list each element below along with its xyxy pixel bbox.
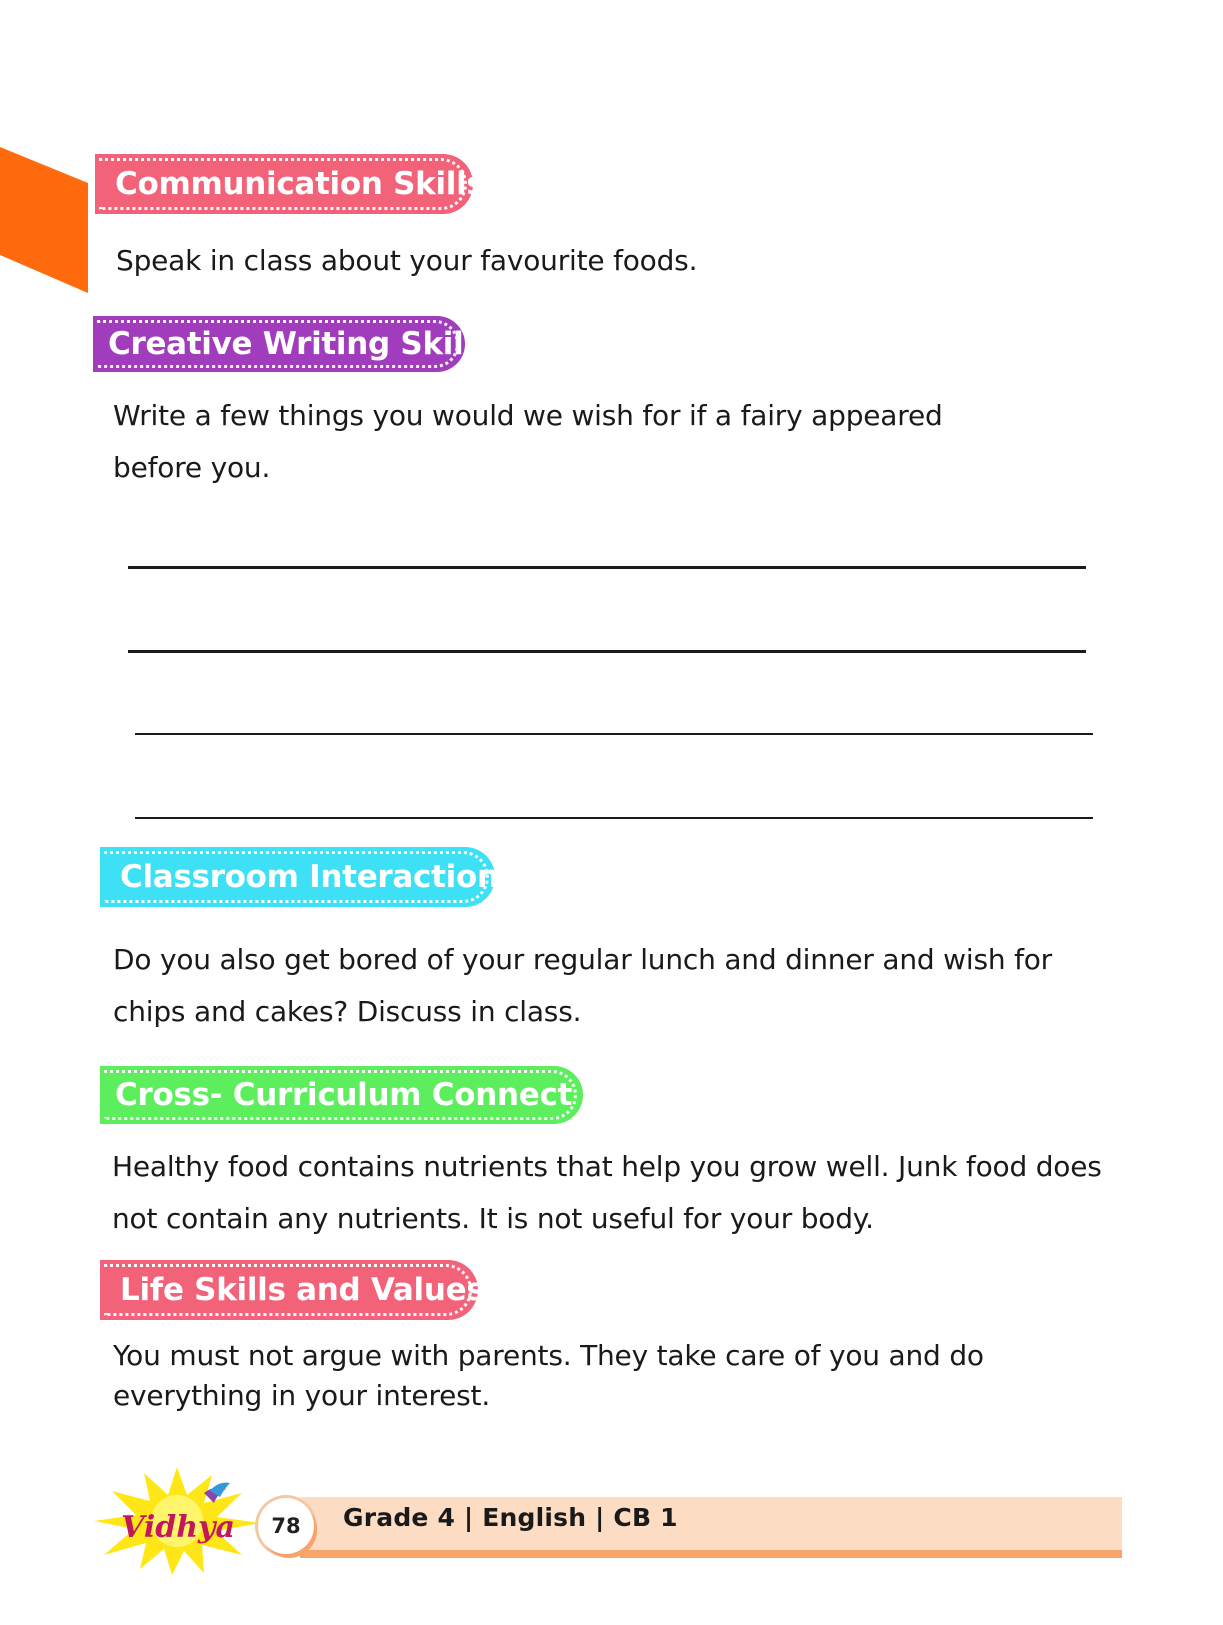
page-number: 78 xyxy=(258,1498,314,1554)
section-heading-cross-curriculum xyxy=(100,1066,583,1124)
writing-line-4[interactable] xyxy=(135,817,1093,819)
footer-subject: English xyxy=(482,1503,587,1532)
footer-book: CB 1 xyxy=(613,1503,678,1532)
heading-text: Life Skills and Values xyxy=(120,1272,485,1308)
logo-text: Vidhya xyxy=(121,1510,235,1545)
footer-separator: | xyxy=(463,1503,474,1532)
vidhya-logo xyxy=(92,1465,262,1575)
section-heading-creative-writing xyxy=(93,316,492,372)
heading-text: Communication Skills xyxy=(115,166,485,202)
section-heading-communication xyxy=(95,154,485,214)
corner-tab xyxy=(0,147,88,293)
communication-text: Speak in class about your favourite foods. xyxy=(116,244,698,277)
classroom-interaction-text: Do you also get bored of your regular lunch and dinner and wish for chips and cakes? Discuss in class. xyxy=(113,943,1052,1028)
section-heading-life-skills xyxy=(100,1260,485,1320)
heading-text: Classroom Interaction xyxy=(120,859,499,895)
section-heading-classroom-interaction xyxy=(100,847,499,907)
writing-line-2[interactable] xyxy=(128,650,1086,653)
cross-curriculum-text: Healthy food contains nutrients that help you grow well. Junk food does not contain any nutrients. It is not useful for your body. xyxy=(112,1150,1102,1235)
writing-line-1[interactable] xyxy=(128,566,1086,569)
heading-text: Creative Writing Skills xyxy=(108,326,492,362)
footer-grade: Grade 4 xyxy=(343,1503,456,1532)
footer-separator: | xyxy=(595,1503,605,1532)
footer-book-info xyxy=(343,1503,678,1532)
writing-line-3[interactable] xyxy=(135,733,1093,735)
life-skills-text: You must not argue with parents. They take care of you and do everything in your interest. xyxy=(113,1339,984,1412)
heading-text: Cross- Curriculum Connect xyxy=(115,1077,573,1113)
creative-writing-text: Write a few things you would we wish for if a fairy appeared before you. xyxy=(113,399,943,484)
